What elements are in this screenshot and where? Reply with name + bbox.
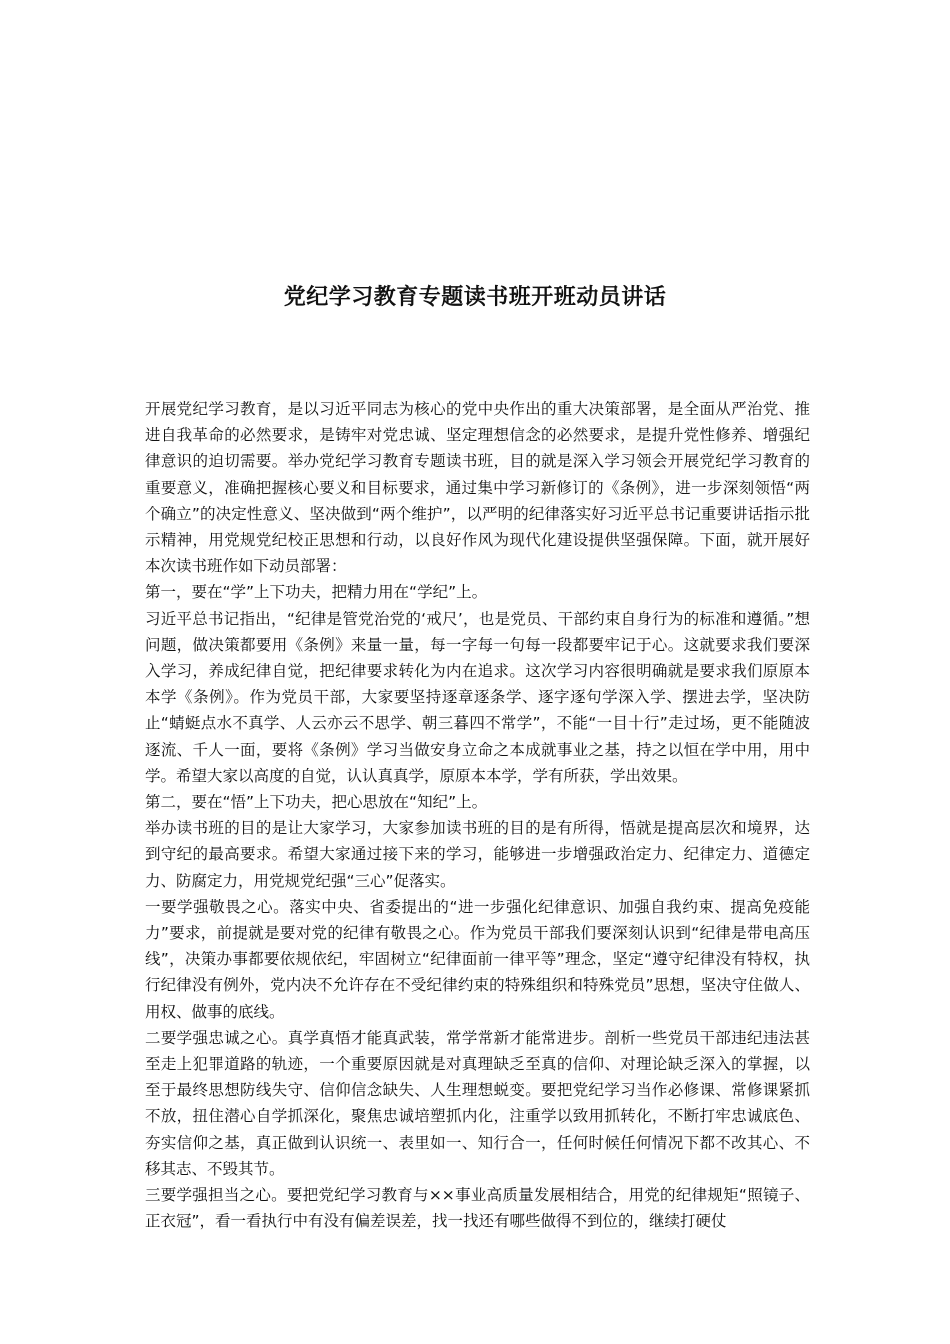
paragraph: 习近平总书记指出，“纪律是管党治党的‘戒尺’，也是党员、干部约束自身行为的标准和遵循。”想问题，做决策都要用《条例》来量一量，每一字每一句每一段都要牢记于心。这就要求我们要深入学习，养成纪律自觉，把纪律要求转化为内在追求。这次学习内容很明确就是要求我们原原本本学《条例》。作为党员干部，大家要坚持逐章逐条学、逐字逐句学深入学、摆进去学，坚决防止“蜻蜓点水不真学、人云亦云不思学、朝三暮四不常学”，不能“一目十行”走过场，更不能随波逐流、千人一面，要将《条例》学习当做安身立命之本成就事业之基，持之以恒在学中用，用中学。希望大家以高度的自觉，认认真真学，原原本本学，学有所获，学出效果。	[145, 609, 810, 785]
document-title: 党纪学习教育专题读书班开班动员讲话	[283, 285, 667, 310]
section-heading: 第二，要在“悟”上下功夫，把心思放在“知纪”上。	[145, 793, 488, 812]
document-body	[145, 396, 810, 1235]
paragraph: 三要学强担当之心。要把党纪学习教育与××事业高质量发展相结合，用党的纪律规矩“照镜子、正衣冠”，看一看执行中有没有偏差误差，找一找还有哪些做得不到位的，继续打硬仗	[145, 1186, 810, 1231]
section-heading: 第一，要在“学”上下功夫，把精力用在“学纪”上。	[145, 583, 488, 602]
paragraph: 二要学强忠诚之心。真学真悟才能真武装，常学常新才能常进步。剖析一些党员干部违纪违法甚至走上犯罪道路的轨迹，一个重要原因就是对真理缺乏至真的信仰、对理论缺乏深入的掌握，以至于最终思想防线失守、信仰信念缺失、人生理想蜕变。要把党纪学习当作必修课、常修课紧抓不放，扭住潜心自学抓深化，聚焦忠诚培塑抓内化，注重学以致用抓转化，不断打牢忠诚底色、夯实信仰之基，真正做到认识统一、表里如一、知行合一，任何时候任何情况下都不改其心、不移其志、不毁其节。	[145, 1028, 810, 1178]
paragraph: 一要学强敬畏之心。落实中央、省委提出的“进一步强化纪律意识、加强自我约束、提高免疫能力”要求，前提就是要对党的纪律有敬畏之心。作为党员干部我们要深刻认识到“纪律是带电高压线”，决策办事都要依规依纪，牢固树立“纪律面前一律平等”理念，坚定“遵守纪律没有特权，执行纪律没有例外，党内决不允许存在不受纪律约束的特殊组织和特殊党员”思想，坚决守住做人、用权、做事的底线。	[145, 897, 810, 1021]
paragraph: 举办读书班的目的是让大家学习，大家参加读书班的目的是有所得，悟就是提高层次和境界，达到守纪的最高要求。希望大家通过接下来的学习，能够进一步增强政治定力、纪律定力、道德定力、防腐定力，用党规党纪强“三心”促落实。	[145, 819, 810, 890]
paragraph: 开展党纪学习教育，是以习近平同志为核心的党中央作出的重大决策部署，是全面从严治党、推进自我革命的必然要求，是铸牢对党忠诚、坚定理想信念的必然要求，是提升党性修养、增强纪律意识的迫切需要。举办党纪学习教育专题读书班，目的就是深入学习领会开展党纪学习教育的重要意义，准确把握核心要义和目标要求，通过集中学习新修订的《条例》，进一步深刻领悟“两个确立”的决定性意义、坚决做到“两个维护”，以严明的纪律落实好习近平总书记重要讲话指示批示精神，用党规党纪校正思想和行动，以良好作风为现代化建设提供坚强保障。下面，就开展好本次读书班作如下动员部署：	[145, 400, 810, 576]
